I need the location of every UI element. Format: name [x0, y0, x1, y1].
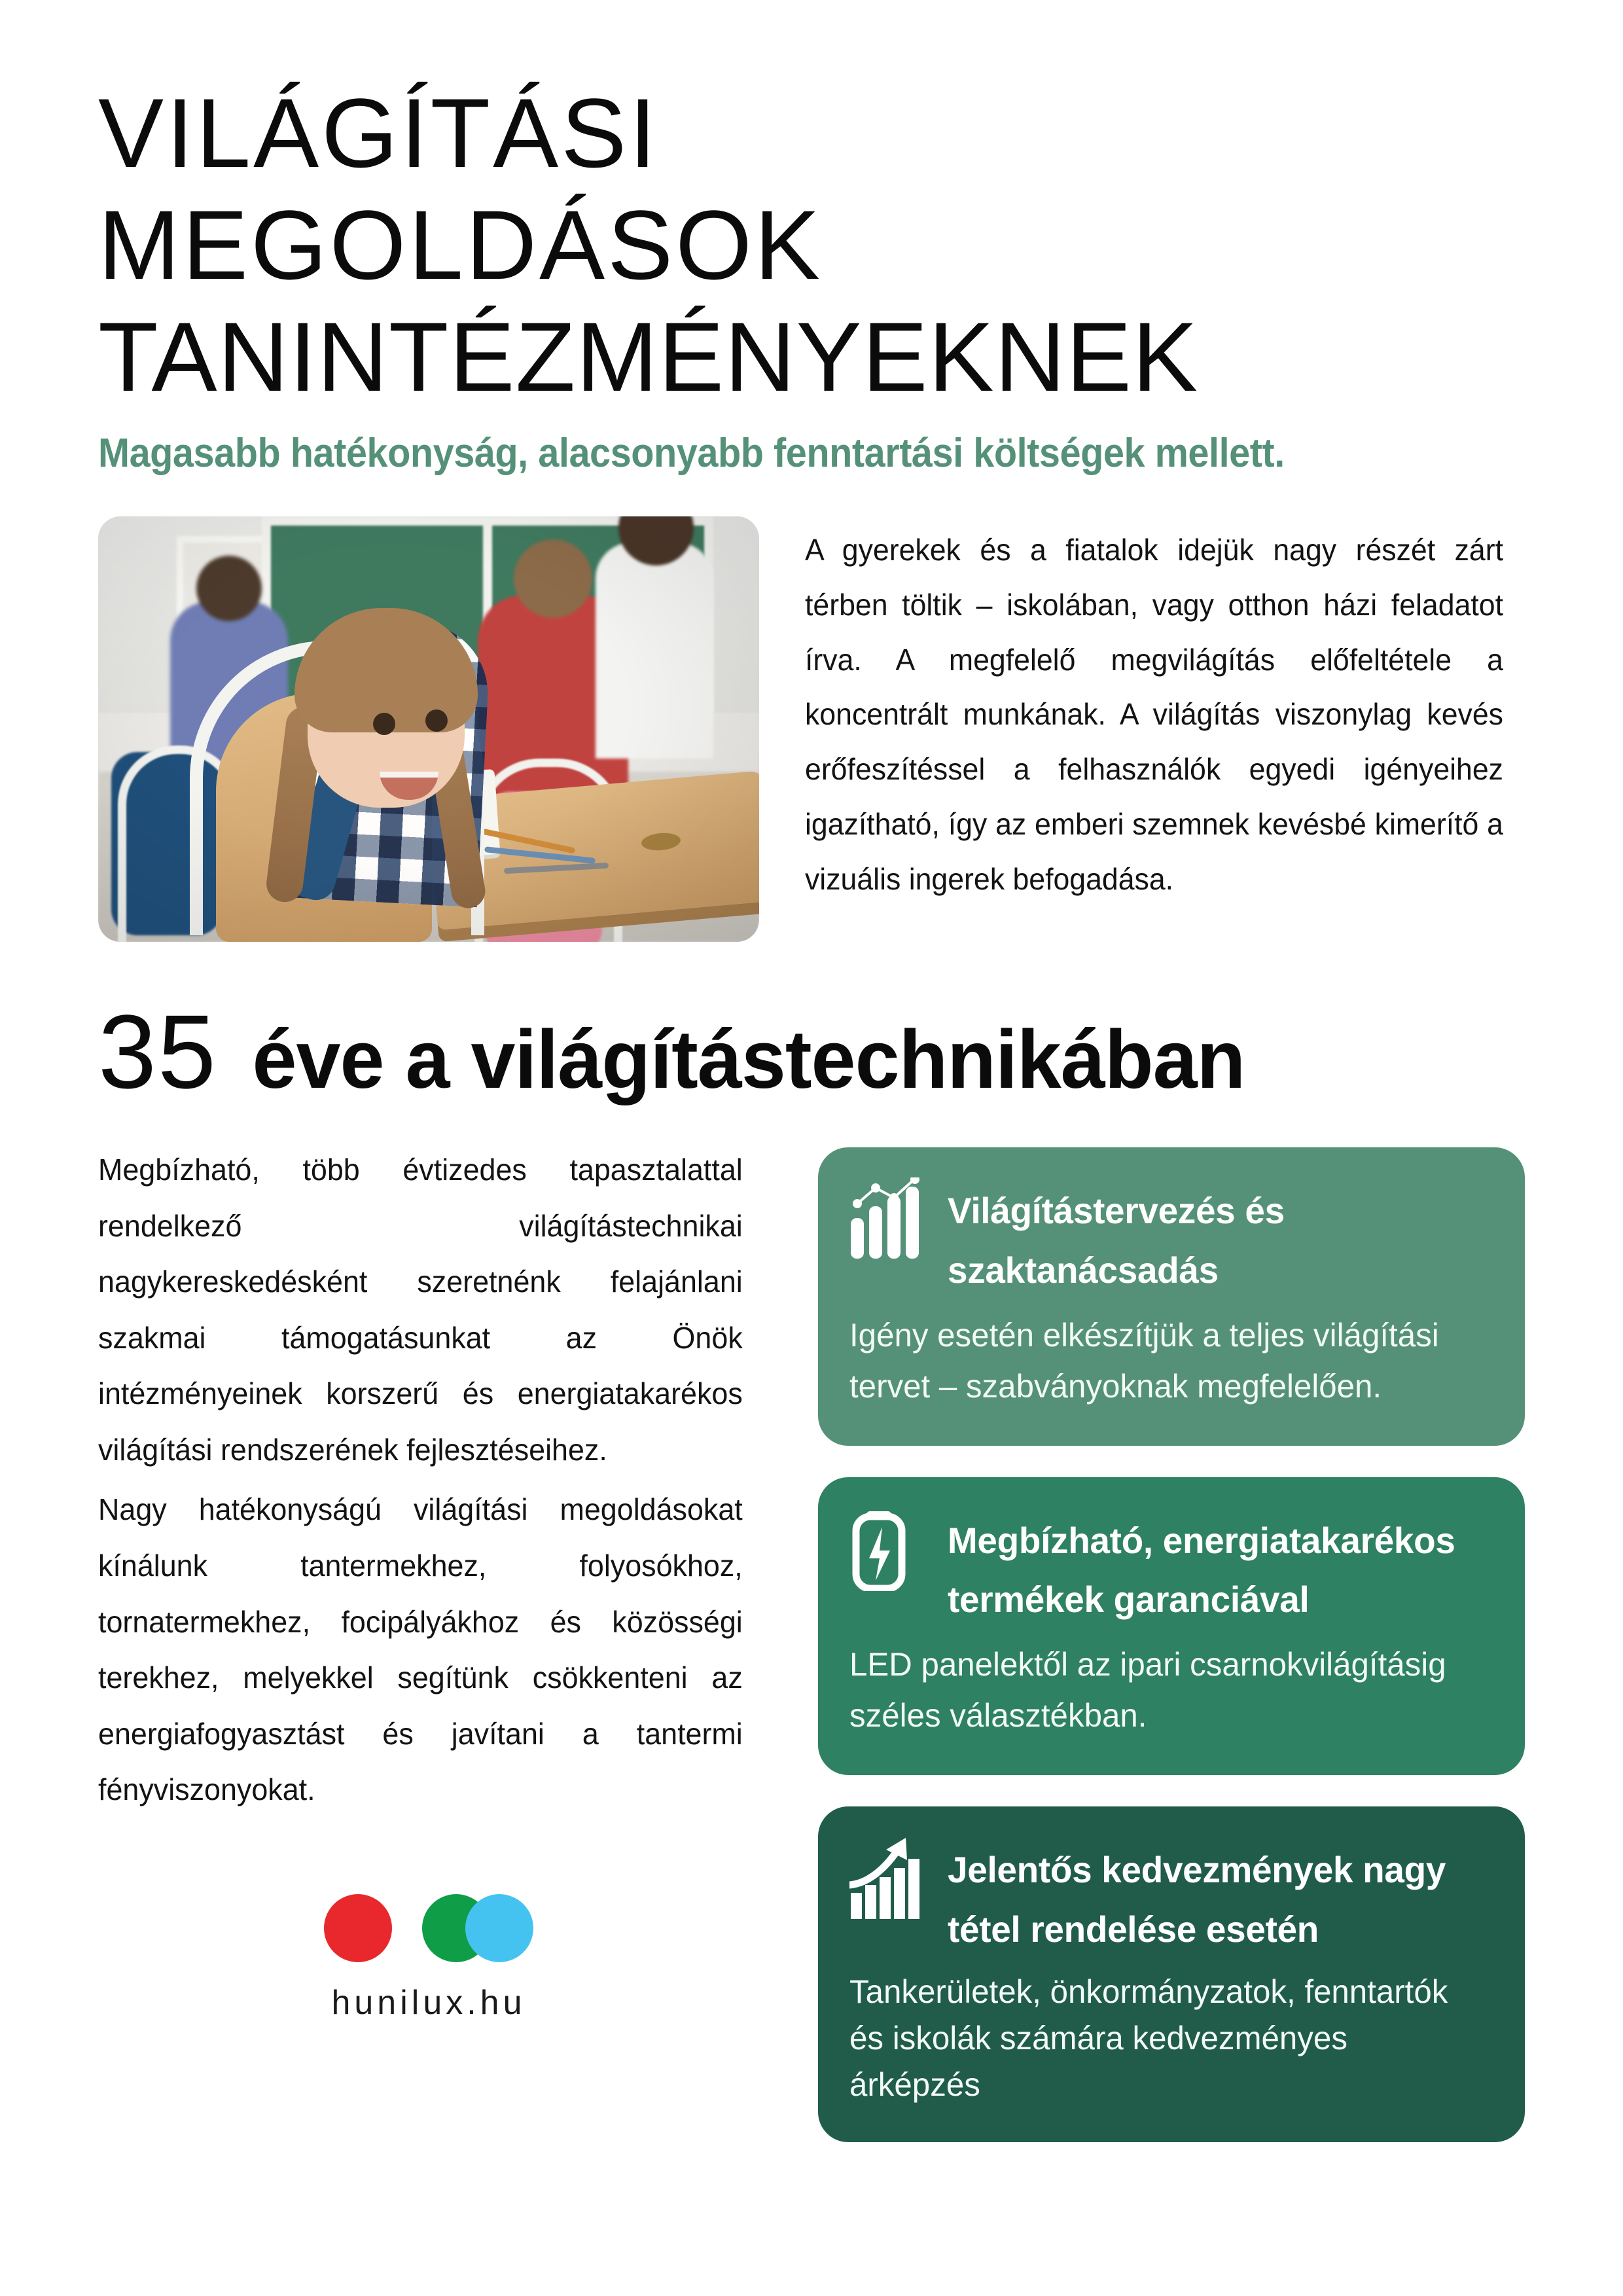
feature-card-body: Igény esetén elkészítjük a teljes világítási tervet – szabványoknak megfelelően.	[849, 1316, 1439, 1405]
page-title-line-1: VILÁGÍTÁSI	[98, 78, 659, 188]
logo-wordmark: hunilux.hu	[331, 1983, 526, 2022]
bar-chart-arrow-up-icon	[849, 1837, 925, 1920]
battery-bolt-icon	[849, 1507, 925, 1591]
brand-logo[interactable]	[98, 1894, 759, 2022]
feature-card-header	[849, 1837, 1488, 1959]
intro-section	[98, 516, 1525, 942]
photo-vignette	[98, 516, 759, 942]
years-label: éve a világítástechnikában	[252, 1013, 1245, 1106]
feature-card-header	[849, 1177, 1488, 1300]
feature-card-title: Megbízható, energiatakarékos termékek garanciával	[948, 1519, 1455, 1621]
years-headline	[98, 993, 1525, 1111]
years-number: 35	[98, 993, 217, 1111]
feature-card-title: Jelentős kedvezmények nagy tétel rendelése esetén	[948, 1849, 1446, 1950]
page-subtitle: Magasabb hatékonyság, alacsonyabb fenntartási költségek mellett.	[98, 431, 1285, 476]
feature-cards-column	[818, 1142, 1525, 2142]
page-title	[98, 0, 1525, 413]
feature-card-lighting-design[interactable]	[818, 1147, 1525, 1445]
feature-card-bulk-discounts[interactable]	[818, 1806, 1525, 2142]
content-columns	[98, 1142, 1525, 2142]
body-paragraph-1: Megbízható, több évtizedes tapasztalattal rendelkező világítástechnikai nagykereskedésként szeretnénk felajánlani szakmai támogatásunkat az Önök intézményeinek korszerű és energiatakarékos világítási rendszerének fejlesztéseihez.	[98, 1153, 743, 1467]
body-paragraph-2: Nagy hatékonyságú világítási megoldásokat kínálunk tantermekhez, folyosókhoz, tornatermekhez, focipályákhoz és közösségi terekhez, melyekkel segítünk csökkenteni az energiafogyasztást és javítani a tantermi fényviszonyokat.	[98, 1492, 743, 1807]
logo-red-circle-icon	[324, 1894, 392, 1962]
page-title-line-2: MEGOLDÁSOK	[98, 190, 823, 300]
intro-paragraph: A gyerekek és a fiatalok idejük nagy részét zárt térben töltik – iskolában, vagy otthon házi feladatot írva. A megfelelő megvilágítás előfeltétele a koncentrált munkának. A világítás viszonylag kevés erőfeszítéssel a felhasználók egyedi igényeihez igazítható, így az emberi szemnek kevésbé kimerítő a vizuális ingerek befogadása.	[805, 533, 1503, 896]
feature-card-body: LED panelektől az ipari csarnokvilágításig széles választékban.	[849, 1646, 1446, 1734]
left-text-column	[98, 1142, 759, 2022]
feature-card-header	[849, 1507, 1488, 1630]
logo-dots-group	[324, 1894, 533, 1962]
feature-card-title: Világítástervezés és szaktanácsadás	[948, 1190, 1285, 1291]
page-title-line-3: TANINTÉZMÉNYEKNEK	[98, 302, 1199, 412]
logo-blue-circle-icon	[465, 1894, 533, 1962]
classroom-photo	[98, 516, 759, 942]
bar-chart-line-icon	[849, 1177, 925, 1261]
feature-card-reliable-products[interactable]	[818, 1477, 1525, 1775]
feature-card-body: Tankerületek, önkormányzatok, fenntartók és iskolák számára kedvezményes árképzés	[849, 1973, 1448, 2103]
